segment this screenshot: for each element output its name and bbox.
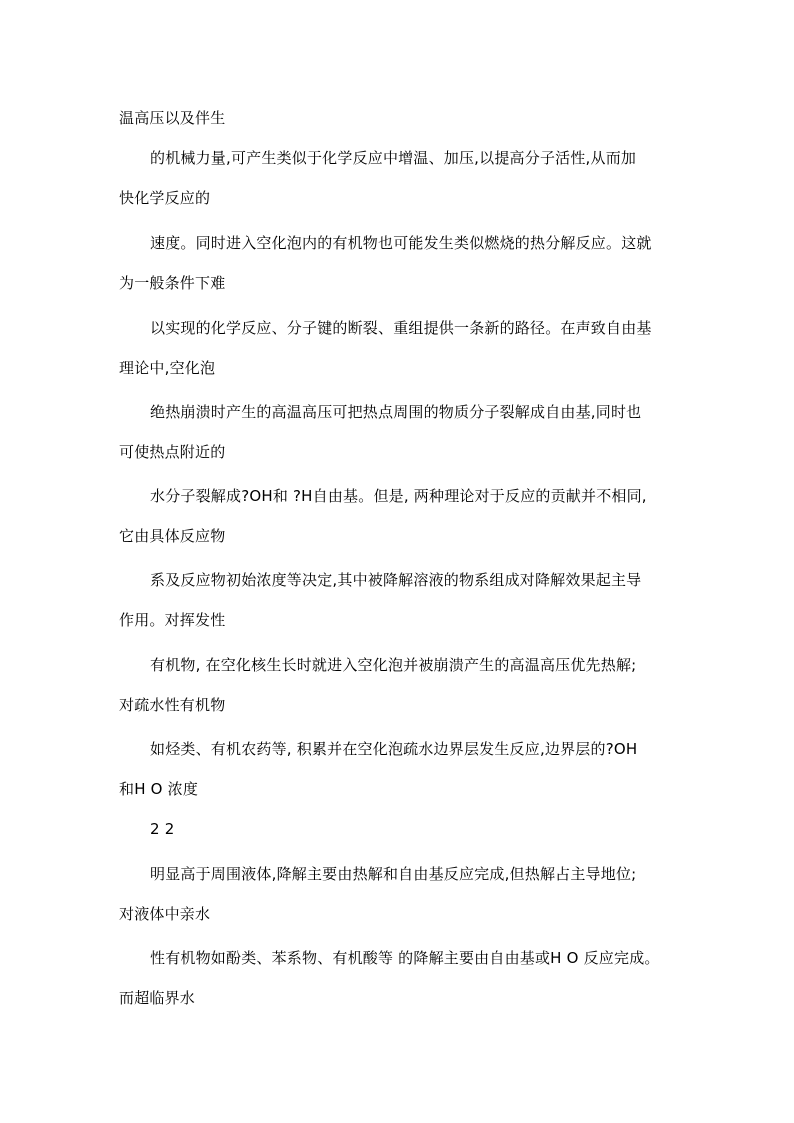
text-line: 为一般条件下难 bbox=[119, 274, 226, 292]
text-line: 快化学反应的 bbox=[119, 189, 211, 207]
text-line: 对疏水性有机物 bbox=[119, 696, 226, 714]
text-line: 有机物, 在空化核生长时就进入空化泡并被崩溃产生的高温高压优先热解; bbox=[150, 656, 637, 674]
text-line: 如烃类、有机农药等, 积累并在空化泡疏水边界层发生反应,边界层的?OH bbox=[150, 740, 638, 758]
text-line: 温高压以及伴生 bbox=[119, 109, 226, 127]
text-line: 和H O 浓度 bbox=[119, 780, 199, 798]
text-line: 对液体中亲水 bbox=[119, 905, 211, 923]
text-line: 可使热点附近的 bbox=[119, 443, 226, 461]
text-line: 而超临界水 bbox=[119, 989, 196, 1007]
text-line: 水分子裂解成?OH和 ?H自由基。但是, 两种理论对于反应的贡献并不相同, bbox=[150, 487, 647, 505]
text-line: 2 2 bbox=[150, 820, 175, 838]
text-line: 以实现的化学反应、分子键的断裂、重组提供一条新的路径。在声致自由基 bbox=[150, 319, 652, 337]
text-line: 速度。同时进入空化泡内的有机物也可能发生类似燃烧的热分解反应。这就 bbox=[150, 234, 652, 252]
text-line: 明显高于周围液体,降解主要由热解和自由基反应完成,但热解占主导地位; bbox=[150, 865, 637, 883]
text-line: 作用。对挥发性 bbox=[119, 611, 226, 629]
text-line: 理论中,空化泡 bbox=[119, 359, 216, 377]
text-line: 性有机物如酚类、苯系物、有机酸等 的降解主要由自由基或H O 反应完成。 bbox=[150, 949, 660, 967]
text-line: 它由具体反应物 bbox=[119, 527, 226, 545]
text-line: 绝热崩溃时产生的高温高压可把热点周围的物质分子裂解成自由基,同时也 bbox=[150, 403, 642, 421]
text-line: 系及反应物初始浓度等决定,其中被降解溶液的物系组成对降解效果起主导 bbox=[150, 571, 642, 589]
text-line: 的机械力量,可产生类似于化学反应中增温、加压,以提高分子活性,从而加 bbox=[150, 149, 637, 167]
